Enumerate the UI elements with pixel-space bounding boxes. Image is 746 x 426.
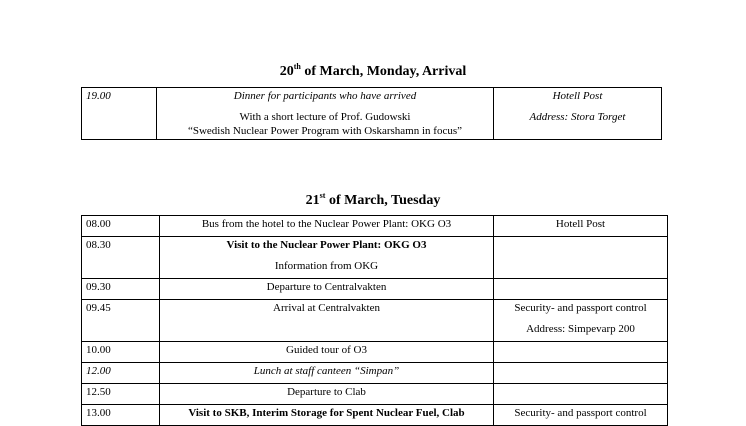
time-text: 08.30: [86, 239, 111, 251]
time-text: 10.00: [86, 344, 111, 356]
location-subtext: Address: Simpevarp 200: [526, 323, 635, 335]
location-text: Hotell Post: [552, 90, 603, 102]
activity-text: Visit to the Nuclear Power Plant: OKG O3: [226, 239, 427, 251]
time-cell: [82, 237, 160, 279]
day1-schedule-table: [81, 87, 662, 140]
activity-text: Arrival at Centralvakten: [273, 302, 380, 314]
time-cell: [82, 342, 160, 363]
time-cell: [82, 363, 160, 384]
location-subtext: Address: Stora Torget: [529, 111, 626, 123]
time-cell: [82, 216, 160, 237]
time-cell: [82, 300, 160, 342]
day2-schedule-table: [81, 215, 668, 426]
location-text: Security- and passport control: [514, 407, 647, 419]
time-cell: [82, 405, 160, 426]
activity-subtext: Information from OKG: [274, 260, 379, 272]
time-cell: [82, 279, 160, 300]
location-cell: [494, 237, 668, 279]
time-text: 12.00: [86, 365, 111, 377]
day2-title-rest: of March, Tuesday: [325, 193, 441, 208]
activity-text: Bus from the hotel to the Nuclear Power Plant: OKG O3: [201, 218, 452, 230]
activity-cell: [160, 216, 494, 237]
table-row: [82, 88, 662, 140]
time-text: 13.00: [86, 407, 111, 419]
location-cell: [494, 384, 668, 405]
activity-subtext: With a short lecture of Prof. Gudowski: [239, 111, 411, 123]
time-text: 12.50: [86, 386, 111, 398]
table-row: [82, 300, 668, 342]
table-row: [82, 279, 668, 300]
location-cell: [494, 216, 668, 237]
day2-title-suffix: st: [319, 191, 326, 200]
time-cell: [82, 88, 157, 140]
activity-cell: [160, 405, 494, 426]
activity-text: Guided tour of O3: [286, 344, 367, 356]
table-row: [82, 405, 668, 426]
time-text: 09.30: [86, 281, 111, 293]
activity-text: Lunch at staff canteen “Simpan”: [253, 365, 400, 377]
activity-subtext: “Swedish Nuclear Power Program with Oskarshamn in focus”: [187, 125, 463, 137]
day1-title-day: 20: [279, 64, 294, 79]
day1-title-suffix: th: [293, 62, 301, 71]
activity-text: Departure to Clab: [287, 386, 366, 398]
day2-title: [0, 193, 746, 209]
day2-title-day: 21: [305, 193, 320, 208]
table-row: [82, 216, 668, 237]
time-text: 09.45: [86, 302, 111, 314]
table-row: [82, 363, 668, 384]
location-cell: [494, 300, 668, 342]
activity-text: Visit to SKB, Interim Storage for Spent Nuclear Fuel, Clab: [188, 407, 465, 419]
location-cell: [494, 363, 668, 384]
activity-cell: [160, 384, 494, 405]
activity-cell: [160, 300, 494, 342]
time-cell: [82, 384, 160, 405]
time-text: 08.00: [86, 218, 111, 230]
activity-cell: [157, 88, 494, 140]
table-row: [82, 384, 668, 405]
time-text: 19.00: [86, 90, 111, 102]
location-cell: [494, 279, 668, 300]
day1-title-rest: of March, Monday, Arrival: [300, 64, 467, 79]
activity-cell: [160, 363, 494, 384]
activity-text: Departure to Centralvakten: [266, 281, 387, 293]
location-cell: [494, 342, 668, 363]
day1-title: [0, 64, 746, 80]
location-text: Security- and passport control: [514, 302, 647, 314]
table-row: [82, 342, 668, 363]
table-row: [82, 237, 668, 279]
activity-cell: [160, 342, 494, 363]
location-cell: [494, 405, 668, 426]
location-cell: [494, 88, 662, 140]
activity-cell: [160, 237, 494, 279]
activity-text: Dinner for participants who have arrived: [233, 90, 417, 102]
location-text: Hotell Post: [555, 218, 606, 230]
activity-cell: [160, 279, 494, 300]
